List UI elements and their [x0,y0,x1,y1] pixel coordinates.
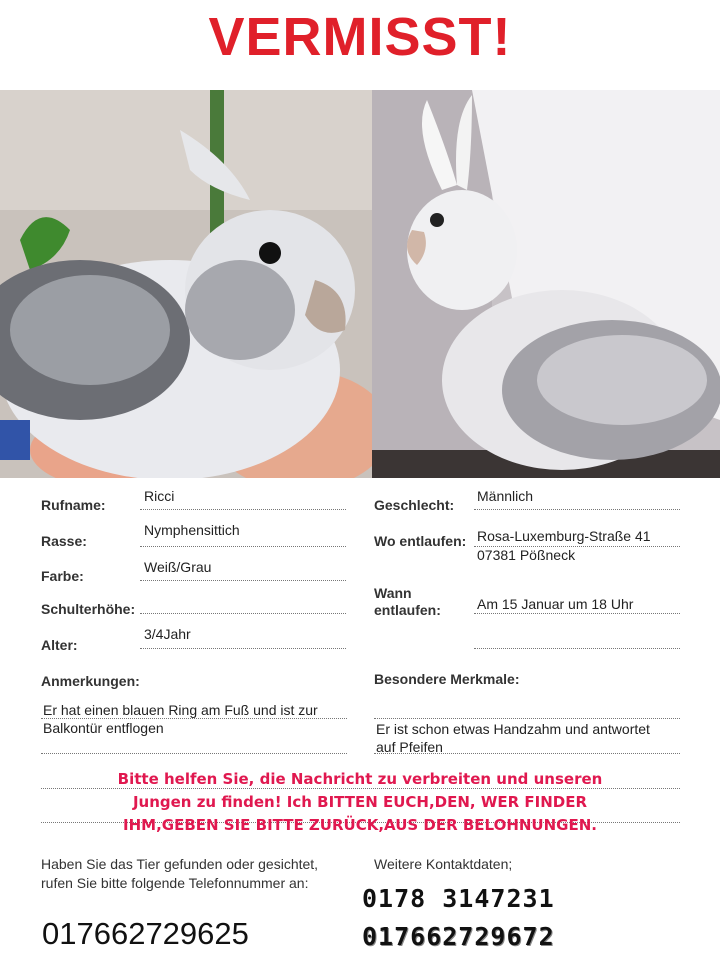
value-rufname: Ricci [144,488,175,504]
divider [474,613,680,614]
contact-found-text [41,855,318,893]
contact-found-line-1: Haben Sie das Tier gefunden oder gesichtet, [41,856,319,872]
divider [140,546,346,547]
divider [374,753,680,754]
contact-found-line-2: rufen Sie bitte folgende Telefonnummer an: [41,875,309,891]
divider [474,509,680,510]
value-farbe: Weiß/Grau [144,559,212,575]
poster-title: VERMISST! [208,7,512,67]
appeal-line-1: Bitte helfen Sie, die Nachricht zu verbreiten und unseren [117,770,603,788]
cockatiel-photo-left [0,90,372,478]
phone-number-main[interactable]: 017662729625 [42,916,249,951]
value-geschlecht: Männlich [477,488,534,504]
label-alter: Alter: [41,637,78,653]
label-rasse: Rasse: [41,533,87,549]
anmerkungen-line-1: Er hat einen blauen Ring am Fuß und ist zur [43,702,318,718]
label-wann: Wann [374,585,412,601]
value-rasse: Nymphensittich [144,522,240,538]
divider [140,648,346,649]
merkmale-line-2: auf Pfeifen [376,739,443,755]
value-wo-entlaufen: Rosa-Luxemburg-Straße 41 [477,528,651,544]
label-geschlecht: Geschlecht: [374,497,455,513]
label-besondere-merkmale: Besondere Merkmale: [374,671,520,687]
contact-more-label: Weitere Kontaktdaten; [374,856,513,872]
value-alter: 3/4Jahr [144,626,191,642]
cockatiel-photo-right [372,90,720,478]
value-wo-entlaufen-ort: 07381 Pößneck [477,547,576,563]
merkmale-line-1: Er ist schon etwas Handzahm und antwortet [376,721,650,737]
label-schulterhoehe: Schulterhöhe: [41,601,136,617]
value-wann: Am 15 Januar um 18 Uhr [477,596,634,612]
anmerkungen-line-2: Balkontür entflogen [43,720,164,736]
divider [140,613,346,614]
label-entlaufen: entlaufen: [374,602,441,618]
divider [41,718,347,719]
divider [140,580,346,581]
divider [41,753,347,754]
label-wo-entlaufen: Wo entlaufen: [374,533,467,549]
phone-number-alt-2[interactable]: 017662729672 [362,922,555,951]
appeal-line-2: Jungen zu finden! Ich BITTEN EUCH,DEN, WER FINDER [132,793,588,811]
divider [140,509,346,510]
divider [474,648,680,649]
appeal-line-3: IHM,GEBEN SIE BITTE ZURÜCK,AUS DER BELOHNUNGEN. [123,816,597,834]
divider [374,718,680,719]
phone-number-alt-1[interactable]: 0178 3147231 [362,884,555,913]
label-farbe: Farbe: [41,568,84,584]
label-rufname: Rufname: [41,497,106,513]
appeal-text [60,768,660,837]
label-anmerkungen: Anmerkungen: [41,673,140,689]
